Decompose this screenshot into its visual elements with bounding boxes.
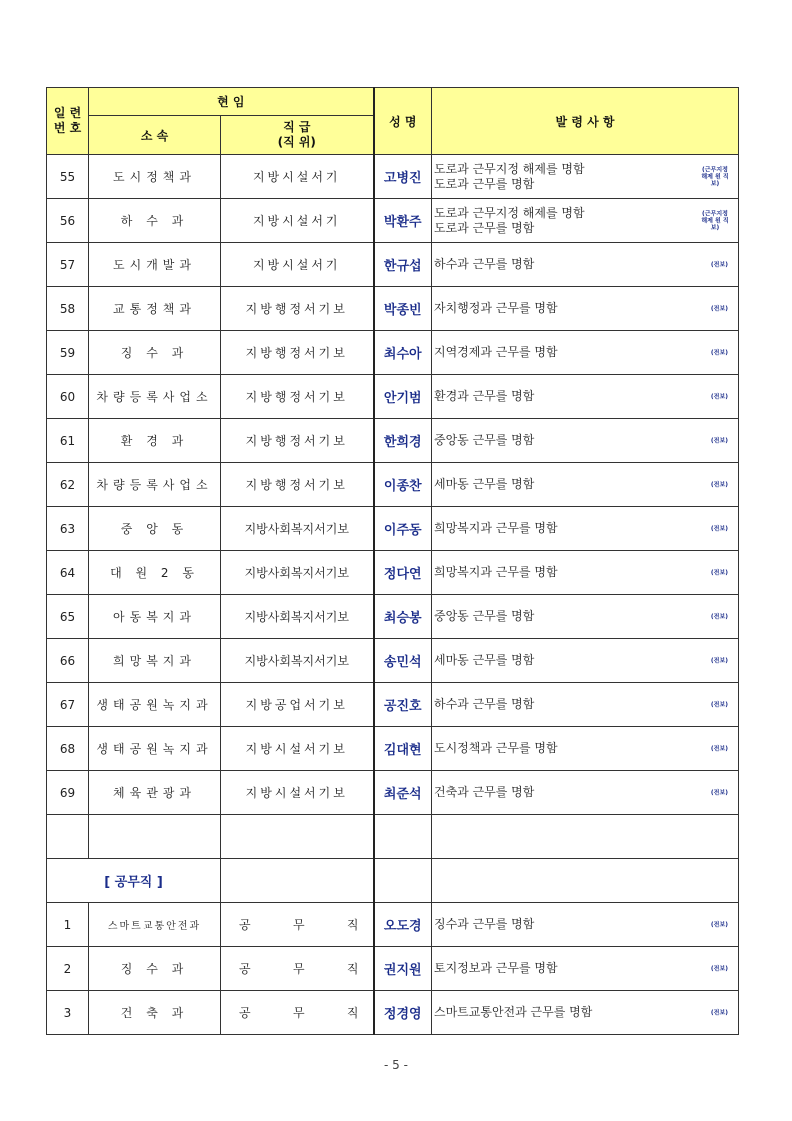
- person-name: 이종찬: [374, 463, 432, 507]
- serial-number: 62: [47, 463, 89, 507]
- serial-number: 56: [47, 199, 89, 243]
- rank: [221, 903, 374, 947]
- order-description: [432, 507, 739, 551]
- person-name: 최준석: [374, 771, 432, 815]
- order-line: 건축과 근무를 명함: [434, 785, 535, 799]
- rank-char: 직: [346, 918, 359, 932]
- order-description: [432, 463, 739, 507]
- order-line: 세마동 근무를 명함: [434, 477, 535, 491]
- table-row: [47, 639, 739, 683]
- person-name: 정경영: [374, 991, 432, 1035]
- serial-number: 69: [47, 771, 89, 815]
- table-row: [47, 243, 739, 287]
- header-current: 현 임: [89, 88, 374, 116]
- person-name: 박종빈: [374, 287, 432, 331]
- blank-cell: [374, 859, 432, 903]
- rank: 지방사회복지서기보: [221, 507, 374, 551]
- order-type-tag: (전보): [710, 613, 728, 620]
- page-number: - 5 -: [384, 1058, 408, 1072]
- department: 차량등록사업소: [89, 375, 221, 419]
- department: 도시개발과: [89, 243, 221, 287]
- order-line: 중앙동 근무를 명함: [434, 433, 535, 447]
- person-name: 공진호: [374, 683, 432, 727]
- department: 체육관광과: [89, 771, 221, 815]
- blank-row: [47, 815, 739, 859]
- table-row: [47, 331, 739, 375]
- section-row: [47, 859, 739, 903]
- order-description: [432, 991, 739, 1035]
- order-description: [432, 419, 739, 463]
- header-order: 발 령 사 항: [432, 88, 739, 155]
- order-type-tag: (전보): [710, 437, 728, 444]
- rank: 지방시설서기보: [221, 727, 374, 771]
- order-line: 도로과 근무를 명함: [434, 220, 535, 235]
- rank: 지방행정서기보: [221, 375, 374, 419]
- department: 건 축 과: [89, 991, 221, 1035]
- order-type-tag: (근무지정 해제 원 직 보): [701, 166, 729, 187]
- order-type-tag: (전보): [710, 525, 728, 532]
- order-description: [432, 375, 739, 419]
- person-name: 한희경: [374, 419, 432, 463]
- rank-char: 무: [292, 962, 305, 976]
- rank: 지방시설서기: [221, 199, 374, 243]
- department: 징 수 과: [89, 947, 221, 991]
- serial-number: 68: [47, 727, 89, 771]
- person-name: 안기범: [374, 375, 432, 419]
- person-name: 권지원: [374, 947, 432, 991]
- section-label: [ 공무직 ]: [47, 859, 221, 903]
- rank-char: 공: [239, 962, 251, 976]
- blank-cell: [221, 859, 374, 903]
- table-row: [47, 947, 739, 991]
- department: 중 앙 동: [89, 507, 221, 551]
- order-description: [432, 903, 739, 947]
- person-name: 최수아: [374, 331, 432, 375]
- department: 생태공원녹지과: [89, 683, 221, 727]
- department: 하 수 과: [89, 199, 221, 243]
- rank-spread: [221, 1004, 373, 1021]
- order-line: 희망복지과 근무를 명함: [434, 521, 558, 535]
- order-type-tag: (전보): [710, 481, 728, 488]
- rank-char: 직: [346, 962, 359, 976]
- department: 징 수 과: [89, 331, 221, 375]
- rank-char: 무: [292, 1006, 305, 1020]
- order-line: 세마동 근무를 명함: [434, 653, 535, 667]
- header-serial-line1: 일 련: [53, 106, 82, 120]
- department: 대 원 2 동: [89, 551, 221, 595]
- rank: 지방행정서기보: [221, 419, 374, 463]
- order-line: 도로과 근무지정 해제를 명함: [434, 161, 585, 176]
- table-row: [47, 287, 739, 331]
- order-line: 하수과 근무를 명함: [434, 257, 535, 271]
- order-type-tag: (전보): [710, 569, 728, 576]
- order-type-tag: (전보): [710, 921, 728, 928]
- blank-cell: [432, 859, 739, 903]
- order-description: [432, 551, 739, 595]
- rank: 지방행정서기보: [221, 331, 374, 375]
- serial-number: 64: [47, 551, 89, 595]
- header-dept: 소 속: [89, 116, 221, 155]
- person-name: 박환주: [374, 199, 432, 243]
- order-description: [432, 771, 739, 815]
- order-description: [432, 639, 739, 683]
- serial-number: 61: [47, 419, 89, 463]
- order-line: 스마트교통안전과 근무를 명함: [434, 1005, 593, 1019]
- order-description: [432, 155, 739, 199]
- rank-char: 직: [346, 1006, 359, 1020]
- order-type-tag: (전보): [710, 657, 728, 664]
- order-line: 도로과 근무를 명함: [434, 176, 535, 191]
- order-type-tag: (전보): [710, 965, 728, 972]
- rank: 지방행정서기보: [221, 287, 374, 331]
- header-rank-line2: (직 위): [277, 135, 316, 149]
- serial-number: 65: [47, 595, 89, 639]
- order-line: 중앙동 근무를 명함: [434, 609, 535, 623]
- rank: 지방시설서기: [221, 243, 374, 287]
- person-name: 이주동: [374, 507, 432, 551]
- rank-spread: [221, 916, 373, 933]
- order-type-tag: (전보): [710, 393, 728, 400]
- person-name: 한규섭: [374, 243, 432, 287]
- rank: 지방공업서기보: [221, 683, 374, 727]
- table-row: [47, 771, 739, 815]
- order-description: [432, 727, 739, 771]
- order-type-tag: (근무지정 해제 원 직 보): [701, 210, 729, 231]
- department: 교통정책과: [89, 287, 221, 331]
- blank-cell: [89, 815, 221, 859]
- table-row: [47, 419, 739, 463]
- rank-spread: [221, 960, 373, 977]
- person-name: 정다연: [374, 551, 432, 595]
- serial-number: 58: [47, 287, 89, 331]
- order-type-tag: (전보): [710, 789, 728, 796]
- rank-char: 공: [239, 1006, 251, 1020]
- person-name: 오도경: [374, 903, 432, 947]
- serial-number: 60: [47, 375, 89, 419]
- serial-number: 66: [47, 639, 89, 683]
- order-line: 징수과 근무를 명함: [434, 917, 535, 931]
- department: 차량등록사업소: [89, 463, 221, 507]
- person-name: 고병진: [374, 155, 432, 199]
- header-rank: [221, 116, 374, 155]
- table-row: [47, 991, 739, 1035]
- rank: [221, 991, 374, 1035]
- header-rank-line1: 직 급: [283, 120, 311, 134]
- department: 스마트교통안전과: [89, 903, 221, 947]
- order-line: 하수과 근무를 명함: [434, 697, 535, 711]
- header-serial: [47, 88, 89, 155]
- order-description: [432, 331, 739, 375]
- personnel-order-table: [46, 87, 739, 1035]
- rank: 지방사회복지서기보: [221, 551, 374, 595]
- rank: 지방시설서기보: [221, 771, 374, 815]
- order-type-tag: (전보): [710, 305, 728, 312]
- table-row: [47, 463, 739, 507]
- serial-number: 1: [47, 903, 89, 947]
- blank-cell: [374, 815, 432, 859]
- person-name: 최승봉: [374, 595, 432, 639]
- department: 도시정책과: [89, 155, 221, 199]
- table-row: [47, 199, 739, 243]
- order-description: [432, 595, 739, 639]
- order-line: 토지정보과 근무를 명함: [434, 961, 558, 975]
- order-type-tag: (전보): [710, 1009, 728, 1016]
- header-serial-line2: 번 호: [53, 121, 82, 135]
- rank-char: 무: [292, 918, 305, 932]
- department: 환 경 과: [89, 419, 221, 463]
- table-row: [47, 375, 739, 419]
- order-type-tag: (전보): [710, 701, 728, 708]
- rank: 지방사회복지서기보: [221, 595, 374, 639]
- serial-number: 67: [47, 683, 89, 727]
- serial-number: 59: [47, 331, 89, 375]
- table-row: [47, 155, 739, 199]
- department: 희망복지과: [89, 639, 221, 683]
- rank-char: 공: [239, 918, 251, 932]
- table-row: [47, 551, 739, 595]
- serial-number: 2: [47, 947, 89, 991]
- table-row: [47, 903, 739, 947]
- order-description: [432, 287, 739, 331]
- order-line: 환경과 근무를 명함: [434, 389, 535, 403]
- person-name: 김대현: [374, 727, 432, 771]
- table-row: [47, 507, 739, 551]
- person-name: 송민석: [374, 639, 432, 683]
- table-row: [47, 683, 739, 727]
- order-line: 자치행정과 근무를 명함: [434, 301, 558, 315]
- blank-cell: [47, 815, 89, 859]
- blank-cell: [221, 815, 374, 859]
- order-description: [432, 683, 739, 727]
- order-line: 도로과 근무지정 해제를 명함: [434, 205, 585, 220]
- order-description: [432, 199, 739, 243]
- order-type-tag: (전보): [710, 745, 728, 752]
- serial-number: 63: [47, 507, 89, 551]
- blank-cell: [432, 815, 739, 859]
- rank: 지방사회복지서기보: [221, 639, 374, 683]
- order-description: [432, 243, 739, 287]
- serial-number: 3: [47, 991, 89, 1035]
- header-name: 성 명: [374, 88, 432, 155]
- table-row: [47, 595, 739, 639]
- order-line: 지역경제과 근무를 명함: [434, 345, 558, 359]
- table-row: [47, 727, 739, 771]
- serial-number: 57: [47, 243, 89, 287]
- order-type-tag: (전보): [710, 349, 728, 356]
- rank: 지방행정서기보: [221, 463, 374, 507]
- order-line: 도시정책과 근무를 명함: [434, 741, 558, 755]
- department: 생태공원녹지과: [89, 727, 221, 771]
- rank: [221, 947, 374, 991]
- order-description: [432, 947, 739, 991]
- order-type-tag: (전보): [710, 261, 728, 268]
- order-line: 희망복지과 근무를 명함: [434, 565, 558, 579]
- serial-number: 55: [47, 155, 89, 199]
- rank: 지방시설서기: [221, 155, 374, 199]
- department: 아동복지과: [89, 595, 221, 639]
